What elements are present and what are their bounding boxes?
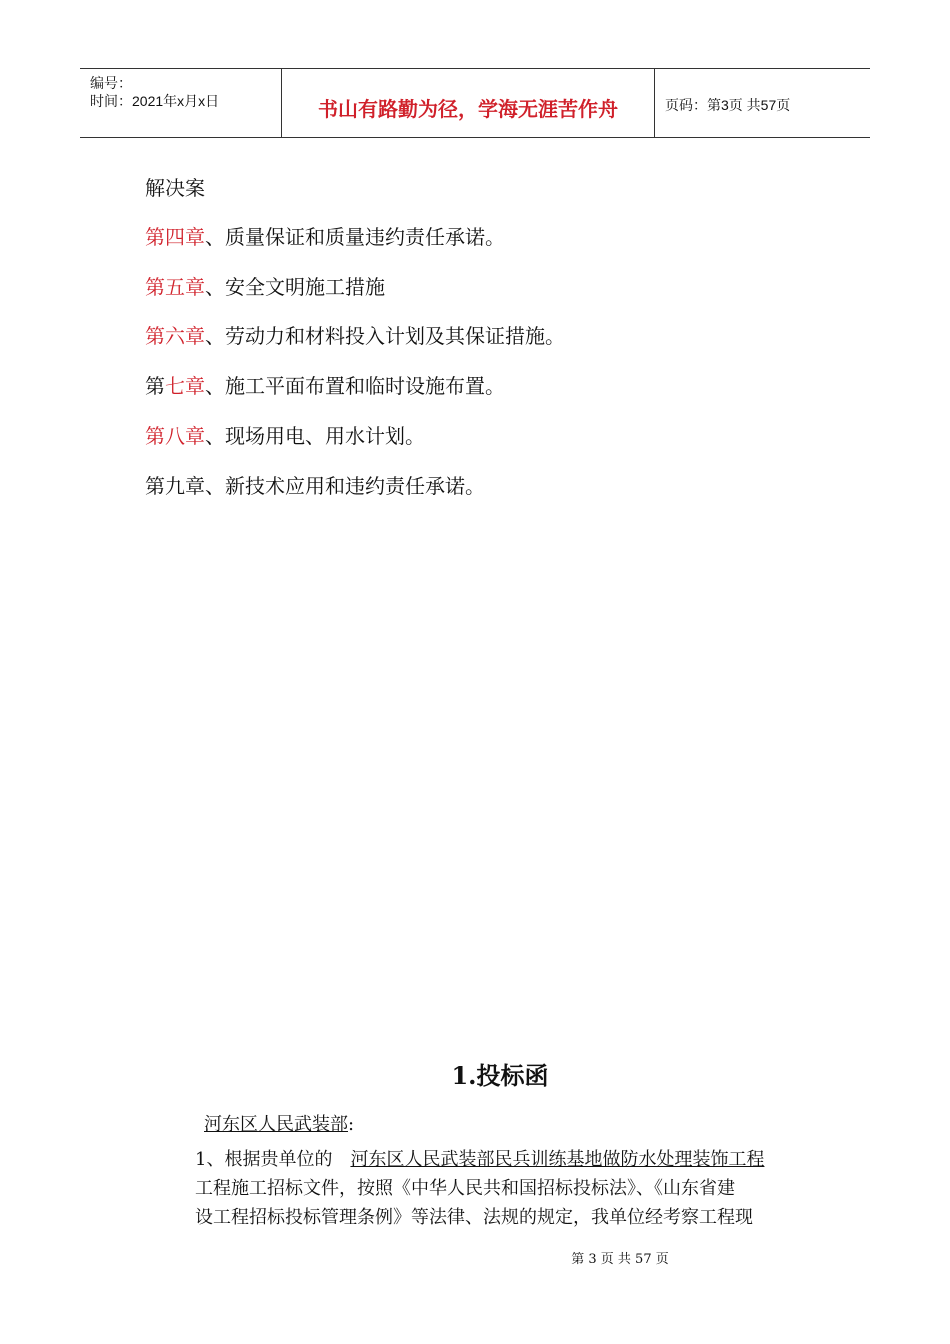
- chapter-prefix: 第: [145, 374, 165, 398]
- chapter-title: 、施工平面布置和临时设施布置。: [205, 374, 505, 398]
- toc-item-chapter-5: [145, 271, 385, 300]
- paragraph-line-2: 工程施工招标文件，按照《中华人民共和国招标投标法》、《山东省建: [195, 1178, 735, 1199]
- project-name: 河东区人民武装部民兵训练基地做防水处理装饰工程: [350, 1149, 765, 1170]
- chapter-number: 第八章: [145, 424, 205, 448]
- chapter-title: 、质量保证和质量违约责任承诺。: [205, 225, 505, 249]
- page-info: 页码：第3页 共57页: [665, 97, 791, 113]
- page-header: [80, 68, 870, 138]
- page-footer: 第 3 页 共 57 页: [571, 1252, 669, 1267]
- chapter-title: 、现场用电、用水计划。: [205, 424, 425, 448]
- motto: 书山有路勤为径，学海无涯苦作舟: [318, 97, 618, 121]
- toc-item-chapter-6: [145, 320, 565, 349]
- section-title: 1.投标函: [451, 1061, 549, 1090]
- number-label: 编号：: [90, 75, 132, 91]
- date-label: 时间：2021年x月x日: [90, 93, 220, 109]
- toc-item-chapter-9: 第九章、新技术应用和违约责任承诺。: [145, 474, 485, 498]
- toc-item-chapter-4: [145, 221, 505, 250]
- chapter-number: 第四章: [145, 225, 205, 249]
- chapter-number: 第六章: [145, 324, 205, 348]
- chapter-number: 七章: [165, 374, 205, 398]
- paragraph-line-3: 设工程招标投标管理条例》等法律、法规的规定，我单位经考察工程现: [195, 1207, 753, 1228]
- toc-item-chapter-7: [145, 370, 505, 399]
- header-motto-cell: [282, 69, 655, 137]
- paragraph-line-1: [195, 1145, 764, 1171]
- addressee: 河东区人民武装部: [204, 1114, 348, 1135]
- chapter-title: 、安全文明施工措施: [205, 275, 385, 299]
- paragraph-prefix: 1、根据贵单位的: [195, 1149, 333, 1170]
- addressee-colon: :: [348, 1114, 355, 1135]
- header-page-cell: [655, 69, 870, 137]
- toc-line-continuation: 解决案: [145, 176, 205, 200]
- addressee-line: [204, 1110, 354, 1136]
- chapter-title: 、劳动力和材料投入计划及其保证措施。: [205, 324, 565, 348]
- toc-item-chapter-8: [145, 420, 425, 449]
- header-meta-cell: [80, 69, 282, 137]
- chapter-number: 第五章: [145, 275, 205, 299]
